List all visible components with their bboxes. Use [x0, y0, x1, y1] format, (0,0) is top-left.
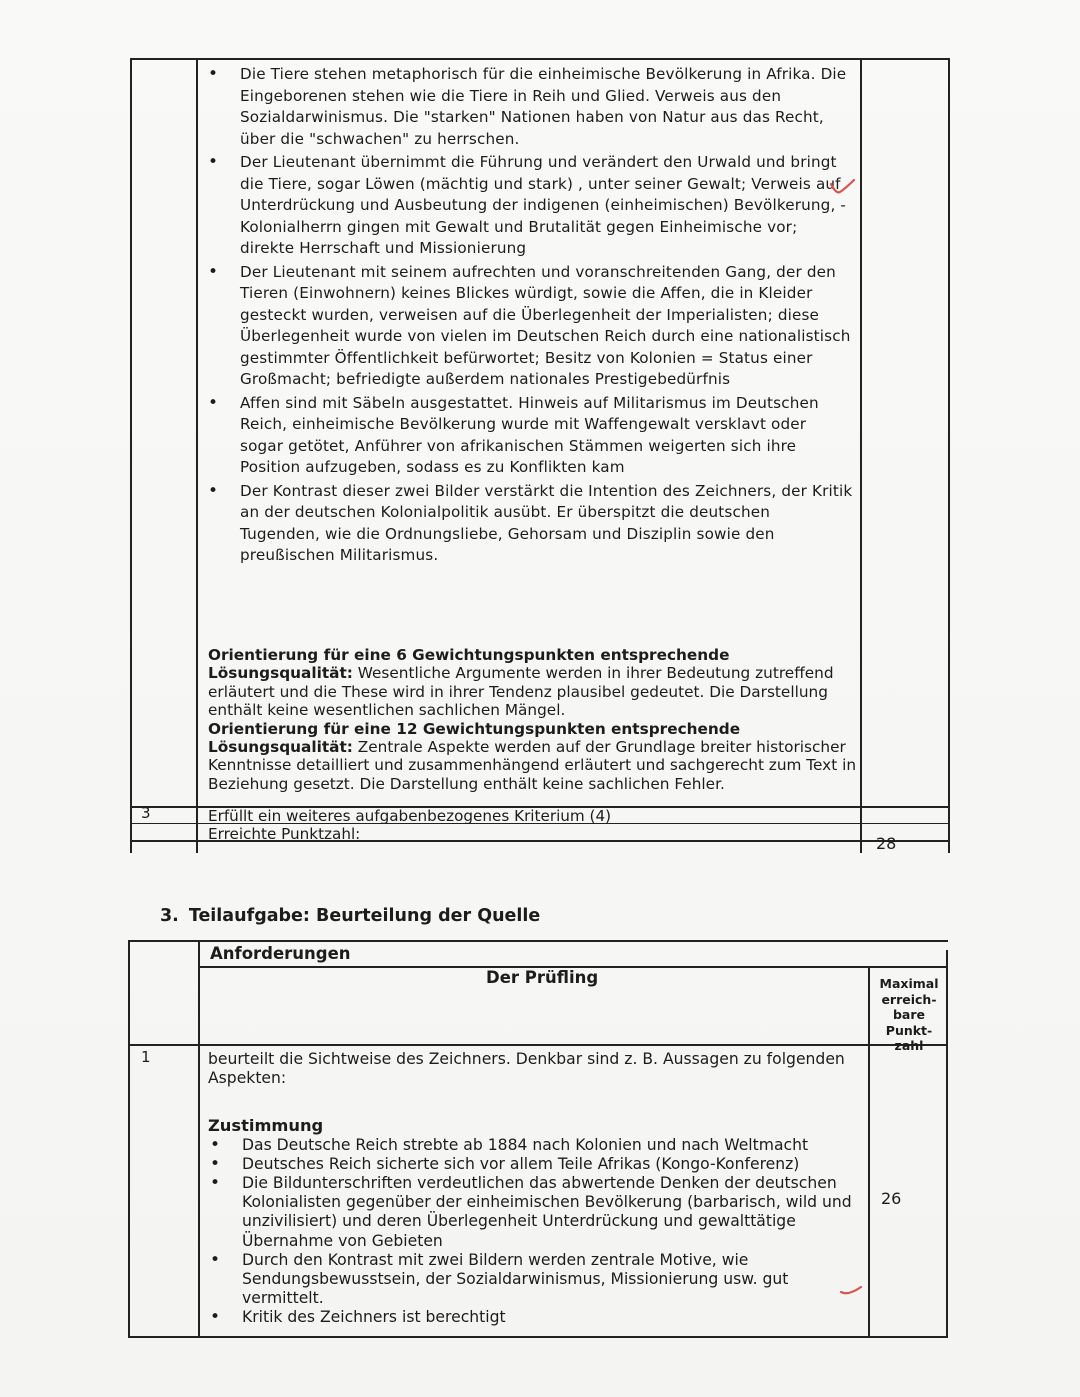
list-item: • Der Kontrast dieser zwei Bilder verstärkt die Intention des Zeichners, der Kritik an der deutschen Kolonialpolitik ausübt. Er überspitzt die deutschen Tugenden, wie die Ordnungsliebe, Gehorsam und Disziplin sowie den preußischen Militarismus.	[208, 481, 853, 567]
checkmark-icon	[828, 178, 856, 198]
table2-border-col2	[868, 968, 870, 1336]
list-item: • Kritik des Zeichners ist berechtigt	[208, 1308, 858, 1327]
candidate-header: Der Prüfling	[486, 968, 599, 987]
list-item: • Durch den Kontrast mit zwei Bildern werden zentrale Motive, wie Sendungsbewusstsein, der Sozialdarwinismus, Missionierung usw. gut vermittelt.	[208, 1251, 858, 1309]
list-item: • Deutsches Reich sicherte sich vor allem Teile Afrikas (Kongo-Konferenz)	[208, 1155, 858, 1174]
criterion-text: Erfüllt ein weiteres aufgabenbezogenes Kriterium (4)	[208, 807, 612, 825]
list-item: • Das Deutsche Reich strebte ab 1884 nach Kolonien und nach Weltmacht	[208, 1136, 858, 1155]
agreement-heading: Zustimmung	[208, 1116, 324, 1136]
assessment-intro: beurteilt die Sichtweise des Zeichners. Denkbar sind z. B. Aussagen zu folgenden Aspekten:	[208, 1050, 845, 1088]
section-heading: 3. Teilaufgabe: Beurteilung der Quelle	[160, 906, 541, 926]
list-item: • Die Bildunterschriften verdeutlichen das abwertende Denken der deutschen Kolonialisten gegenüber der einheimischen Bevölkerung (barbarisch, wild und unzivilisiert) und deren Überlegenheit Unterdrückung und gewalttätige Übernahme von Gebieten	[208, 1174, 858, 1251]
points-value: 26	[881, 1189, 902, 1208]
row-number: 1	[141, 1048, 151, 1066]
checkmark-icon	[838, 1284, 864, 1298]
list-item: • Affen sind mit Säbeln ausgestattet. Hinweis auf Militarismus im Deutschen Reich, einheimische Bevölkerung wurde mit Waffengewalt versklavt oder sogar getötet, Anführer von afrikanischen Stämmen weigerten sich ihre Position aufzugeben, sodass es zu Konflikten kam	[208, 393, 853, 479]
orientation-criteria	[208, 646, 863, 793]
max-points-header: Maximal erreich- bare Punkt- zahl	[879, 976, 939, 1053]
table2-border-bottom	[128, 1336, 948, 1338]
table-border-right	[948, 58, 950, 853]
analysis-bullet-list	[208, 64, 853, 569]
table-border-col1	[196, 58, 198, 853]
table2-border-top	[128, 940, 948, 942]
reached-points-label: Erreichte Punktzahl:	[208, 825, 361, 843]
table2-border-left	[128, 940, 130, 1336]
list-item: • Der Lieutenant mit seinem aufrechten und voranschreitenden Gang, der den Tieren (Einwohnern) keines Blickes würdigt, sowie die Affen, die in Kleider gesteckt wurden, verweisen auf die Überlegenheit der Imperialisten; diese Überlegenheit wurde von vielen im Deutschen Reich durch eine nationalistisch gestimmter Öffentlichkeit befürwortet; Besitz von Kolonien = Status einer Großmacht; befriedigte außerdem nationales Prestigebedürfnis	[208, 262, 853, 391]
table-border-left	[130, 58, 132, 853]
orientation-12-points: Orientierung für eine 12 Gewichtungspunkten entsprechende Lösungsqualität: Zentrale Aspekte werden auf der Grundlage breiter historischer Kenntnisse detailliert und zusammenhängend erläutert und sachgerecht zum Text in Beziehung gesetzt. Die Darstellung enthält keine sachlichen Fehler.	[208, 719, 857, 793]
list-item: • Der Lieutenant übernimmt die Führung und verändert den Urwald und bringt die Tiere, sogar Löwen (mächtig und stark) , unter seiner Gewalt; Verweis auf Unterdrückung und Ausbeutung der indigenen (einheimischen) Bevölkerung, - Kolonialherrn gingen mit Gewalt und Brutalität gegen Einheimische vor; direkte Herrschaft und Missionierung	[208, 152, 853, 260]
list-item: • Die Tiere stehen metaphorisch für die einheimische Bevölkerung in Afrika. Die Eingeborenen stehen wie die Tiere in Reih und Glied. Verweis aus den Sozialdarwinismus. Die "starken" Nationen haben von Natur aus das Recht, über die "schwachen" zu herrschen.	[208, 64, 853, 150]
requirements-header: Anforderungen	[210, 944, 351, 963]
points-value: 28	[876, 834, 897, 853]
table2-border-right	[946, 950, 948, 1336]
table2-row-divider	[128, 1044, 948, 1046]
orientation-6-points: Orientierung für eine 6 Gewichtungspunkten entsprechende Lösungsqualität: Wesentliche Argumente werden in ihrer Bedeutung zutreffend erläutert und die These wird in ihrer Tendenz plausibel gedeutet. Die Darstellung enthält keine wesentlichen sachlichen Mängel.	[208, 646, 834, 720]
table2-border-col1	[198, 940, 200, 1336]
row-number: 3	[141, 804, 151, 822]
table-border-top	[130, 58, 950, 60]
assessment-content	[208, 1050, 858, 1328]
